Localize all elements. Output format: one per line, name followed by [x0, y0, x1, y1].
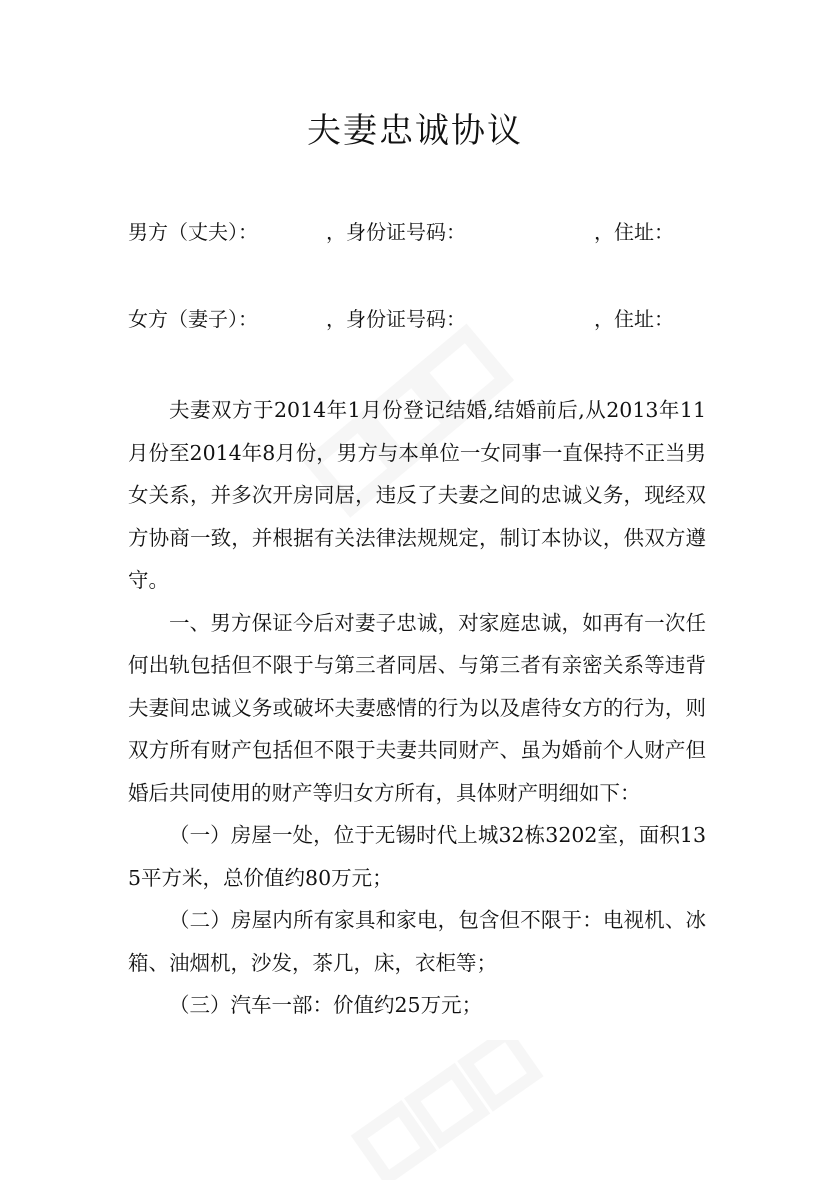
clause-one-paragraph: 一、男方保证今后对妻子忠诚，对家庭忠诚，如再有一次任何出轨包括但不限于与第三者同居、与第三者有亲密关系等违背夫妻间忠诚义务或破坏夫妻感情的行为以及虐待女方的行为，则双方所有财产包括但不限于夫妻共同财产、虽为婚前个人财产但婚后共同使用的财产等归女方所有，具体财产明细如下： [128, 610, 706, 805]
husband-address-label: ，住址： [594, 220, 674, 244]
wife-label: 女方（妻子）： [128, 307, 258, 331]
wife-info-line [128, 303, 728, 335]
property-item-house: （一）房屋一处，位于无锡时代上城32栋3202室，面积135平方米，总价值约80万元； [128, 823, 706, 890]
wife-id-label: ，身份证号码： [326, 307, 466, 331]
property-item-car: （三）汽车一部：价值约25万元； [169, 993, 483, 1017]
agreement-body [128, 389, 706, 1027]
document-title: 夫妻忠诚协议 [307, 111, 523, 151]
property-item-furniture: （二）房屋内所有家具和家电，包含但不限于：电视机、冰箱、油烟机，沙发，茶几，床，衣柜等； [128, 908, 706, 975]
husband-label: 男方（丈夫）： [128, 220, 258, 244]
husband-info-line [128, 216, 728, 248]
wife-address-label: ，住址： [594, 307, 674, 331]
husband-id-label: ，身份证号码： [326, 220, 466, 244]
watermark-logo-bottom [330, 1040, 570, 1180]
preamble-paragraph: 夫妻双方于2014年1月份登记结婚,结婚前后,从2013年11月份至2014年8月份，男方与本单位一女同事一直保持不正当男女关系，并多次开房同居，违反了夫妻之间的忠诚义务，现经双方协商一致，并根据有关法律法规规定，制订本协议，供双方遵守。 [128, 398, 706, 592]
